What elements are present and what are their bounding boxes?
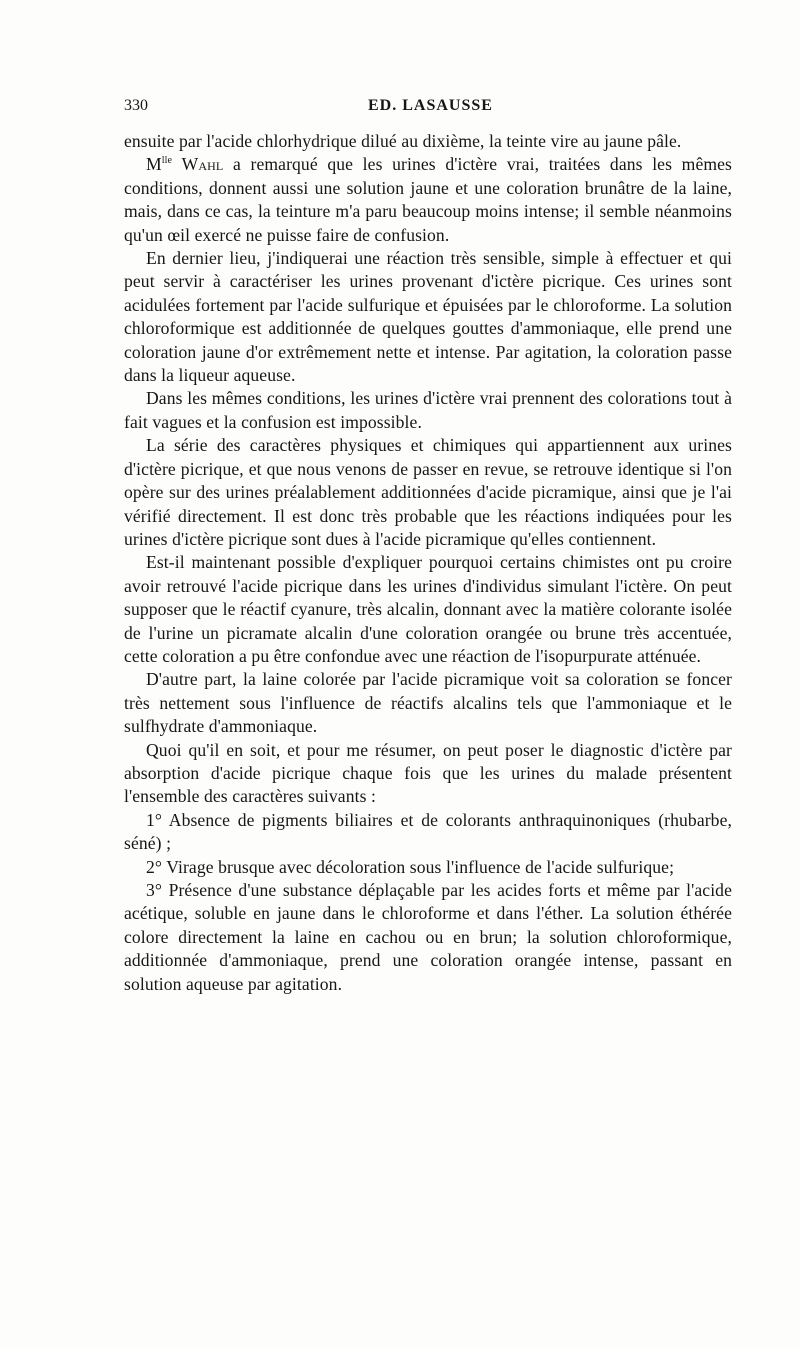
paragraph-wahl — [124, 153, 732, 247]
page-header — [124, 97, 732, 119]
paragraph-reaction: En dernier lieu, j'indiquerai une réaction très sensible, simple à effectuer et qui peut servir à caractériser les urines provenant d'ictère picrique. Ces urines sont acidulées fortement par l'acide sulfurique et épuisées par le chloroforme. La solution chloroformique est additionnée de quelques gouttes d'ammoniaque, elle prend une coloration jaune d'or extrêmement nette et intense. Par agitation, la coloration passe dans la liqueur aqueuse. — [124, 248, 732, 386]
title-superscript: lle — [161, 155, 173, 167]
body-text — [124, 130, 732, 996]
paragraph-continuation: ensuite par l'acide chlorhydrique dilué au dixième, la teinte vire au jaune pâle. — [124, 131, 682, 151]
running-title: ED. LASAUSSE — [368, 97, 493, 114]
paragraph-picramique: La série des caractères physiques et chimiques qui appartiennent aux urines d'ictère picrique, et que nous venons de passer en revue, se retrouve identique si l'on opère sur des urines préalablement additionnées d'acide picramique, ainsi que je l'ai vérifié directement. Il est donc très probable que les réactions indiquées pour les urines d'ictère picrique sont dues à l'acide picramique qu'elles contiennent. — [124, 435, 732, 549]
title-abbrev: M — [146, 154, 162, 175]
list-item-3: 3° Présence d'une substance déplaçable par les acides forts et même par l'acide acétique, soluble en jaune dans le chloroforme et dans l'éther. La solution éthérée colore directement la laine en cachou ou en brun; la solution chloroformique, additionnée d'ammoniaque, prend une coloration orangée intense, passant en solution aqueuse par agitation. — [124, 880, 732, 994]
paragraph-laine: D'autre part, la laine colorée par l'acide picramique voit sa coloration se foncer très nettement sous l'influence de réactifs alcalins tels que l'ammoniaque et le sulfhydrate d'ammoniaque. — [124, 669, 732, 737]
paragraph-wahl-text: a remarqué que les urines d'ictère vrai, traitées dans les mêmes conditions, donnent aussi une solution jaune et une coloration brunâtre de la laine, mais, dans ce cas, la teinture m'a paru beaucoup moins intense; il semble néanmoins qu'un œil exercé ne puisse faire de confusion. — [124, 154, 732, 245]
paragraph-diagnostic: Quoi qu'il en soit, et pour me résumer, on peut poser le diagnostic d'ictère par absorption d'acide picrique chaque fois que les urines du malade présentent l'ensemble des caractères suivants : — [124, 739, 732, 807]
paragraph-explication: Est-il maintenant possible d'expliquer pourquoi certains chimistes ont pu croire avoir retrouvé l'acide picrique dans les urines d'individus simulant l'ictère. On peut supposer que le réactif cyanure, très alcalin, donnant avec la matière colorante isolée de l'urine un picramate alcalin d'une coloration orangée ou brune très accentuée, cette coloration a pu être confondue avec une réaction de l'isopurpurate atténuée. — [124, 552, 732, 666]
list-item-2: 2° Virage brusque avec décoloration sous l'influence de l'acide sulfurique; — [146, 856, 675, 877]
author-name: Wahl — [181, 154, 224, 175]
list-item-1: 1° Absence de pigments biliaires et de colorants anthraquinoniques (rhubarbe, séné) ; — [124, 809, 732, 854]
paragraph-ictere-vrai: Dans les mêmes conditions, les urines d'ictère vrai prennent des colorations tout à fait vagues et la confusion est impossible. — [124, 388, 732, 432]
page-number: 330 — [124, 97, 148, 114]
